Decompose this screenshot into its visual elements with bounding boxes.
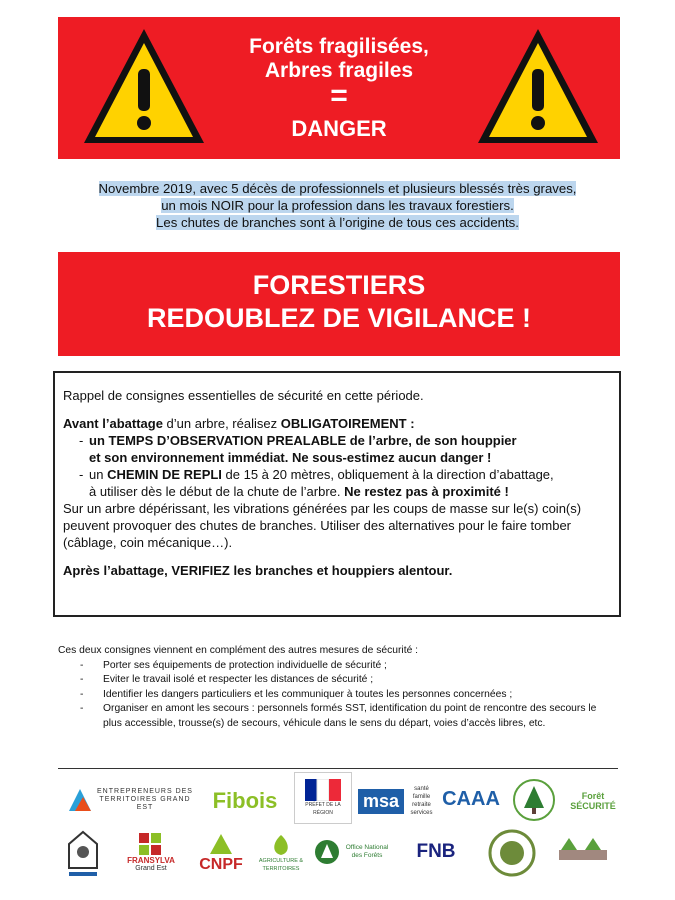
top-title-line1: Forêts fragilisées, — [249, 35, 429, 58]
measures-list — [58, 659, 618, 732]
vigilance-line2: REDOUBLEZ DE VIGILANCE ! — [146, 303, 531, 333]
entrepreneurs-logo-text: ENTREPRENEURS DES TERRITOIRES GRAND EST — [97, 788, 193, 811]
retreat-prefix: un — [89, 467, 108, 482]
list-item: - Organiser en amont les secours : personnels formés SST, identification du point de rencontre des secours le plus accessible, trousse(s) de secours, véhicule dans le sens du départ, voies d’accès libres, etc. — [58, 702, 618, 731]
observation-rule-cont: et son environnement immédiat. Ne sous-estimez aucun danger ! — [89, 450, 492, 465]
list-item: - Identifier les dangers particuliers et les communiquer à toutes les personnes concernées ; — [58, 688, 618, 703]
intro-line: Les chutes de branches sont à l’origine de tous ces accidents. — [156, 215, 519, 230]
fibois-logo: Fibois — [212, 788, 278, 813]
cnpf-logo-text: CNPF — [199, 856, 243, 873]
complementary-measures — [58, 644, 618, 732]
mandatory-label: OBLIGATOIREMENT : — [280, 416, 415, 431]
foret-securite-logo: Forêt SÉCURITÉ — [570, 791, 616, 811]
before-felling-heading — [63, 415, 609, 432]
top-danger-banner — [58, 17, 620, 159]
agri-logo-text: AGRICULTURE & TERRITOIRES — [258, 858, 304, 872]
warning-triangle-icon — [474, 25, 602, 149]
intro-paragraph — [40, 180, 635, 231]
vigilance-banner — [58, 252, 620, 356]
retreat-path-text-cont: à utiliser dès le début de la chute de l’arbre. — [89, 484, 345, 499]
circular-emblem-logo — [482, 828, 542, 878]
stay-away-warning: Ne restez pas à proximité ! — [344, 484, 509, 499]
municipal-emblem-logo — [60, 826, 106, 882]
caaa-logo: CAAA — [442, 787, 500, 810]
top-banner-text — [208, 35, 470, 141]
list-item — [63, 466, 609, 500]
msa-logo-mark: msa — [358, 789, 404, 814]
fransylva-logo-text: FRANSYLVA — [127, 856, 175, 865]
tree-emblem-logo — [508, 778, 560, 822]
cnpf-logo — [190, 826, 252, 880]
onf-logo-text: Office National des Forêts — [345, 844, 389, 859]
intro-line: un mois NOIR pour la profession dans les travaux forestiers. — [161, 198, 514, 213]
before-felling-text: d’un arbre, réalisez — [162, 416, 281, 431]
observation-rule: un TEMPS D’OBSERVATION PREALABLE de l’arbre, de son houppier — [89, 433, 517, 448]
list-item: - Porter ses équipements de protection individuelle de sécurité ; — [58, 659, 618, 674]
entrepreneurs-territoires-logo — [60, 778, 200, 822]
prefet-logo-text: PRÉFET DE LA RÉGION — [305, 802, 341, 816]
equals-sign: = — [330, 79, 348, 112]
wood-trees-logo — [548, 830, 618, 878]
list-item: - Eviter le travail isolé et respecter les distances de sécurité ; — [58, 673, 618, 688]
danger-label: DANGER — [291, 116, 387, 141]
agriculture-territoires-logo — [256, 826, 306, 880]
prefet-region-logo — [294, 772, 352, 824]
intro-line: Novembre 2019, avec 5 décès de professionnels et plusieurs blessés très graves, — [98, 181, 577, 196]
vigilance-line1: FORESTIERS — [252, 270, 426, 300]
vigilance-banner-text — [58, 269, 620, 335]
onf-logo — [312, 834, 396, 870]
msa-logo — [358, 782, 436, 820]
reminder-text: Rappel de consignes essentielles de sécurité en cette période. — [63, 388, 424, 403]
fransylva-logo — [120, 824, 182, 880]
felling-rules-list — [63, 432, 609, 500]
warning-triangle-icon — [80, 25, 208, 149]
before-felling-label: Avant l’abattage — [63, 416, 163, 431]
msa-logo-text: santé famille retraite services — [410, 786, 433, 816]
retreat-path-text: de 15 à 20 mètres, obliquement à la direction d’abattage, — [221, 467, 554, 482]
retreat-path-label: CHEMIN DE REPLI — [107, 467, 222, 482]
after-felling-label: Après l’abattage, VERIFIEZ les branches et houppiers alentour. — [63, 563, 453, 578]
fransylva-logo-sub: Grand Est — [135, 865, 167, 872]
fnb-logo: FNB — [416, 841, 456, 862]
divider — [58, 768, 618, 769]
list-item — [63, 432, 609, 466]
dying-tree-text: Sur un arbre dépérissant, les vibrations générées par les coups de masse sur le(s) coin(s) peuvent provoquer des chutes de branches. Utiliser des alternatives pour le faire tomber (câblage, coin mécanique…). — [63, 501, 582, 550]
after-felling-text — [63, 562, 609, 579]
safety-rules-box — [53, 371, 621, 617]
complement-lead: Ces deux consignes viennent en complément des autres mesures de sécurité : — [58, 645, 419, 656]
top-title-line2: Arbres fragiles — [264, 59, 414, 82]
